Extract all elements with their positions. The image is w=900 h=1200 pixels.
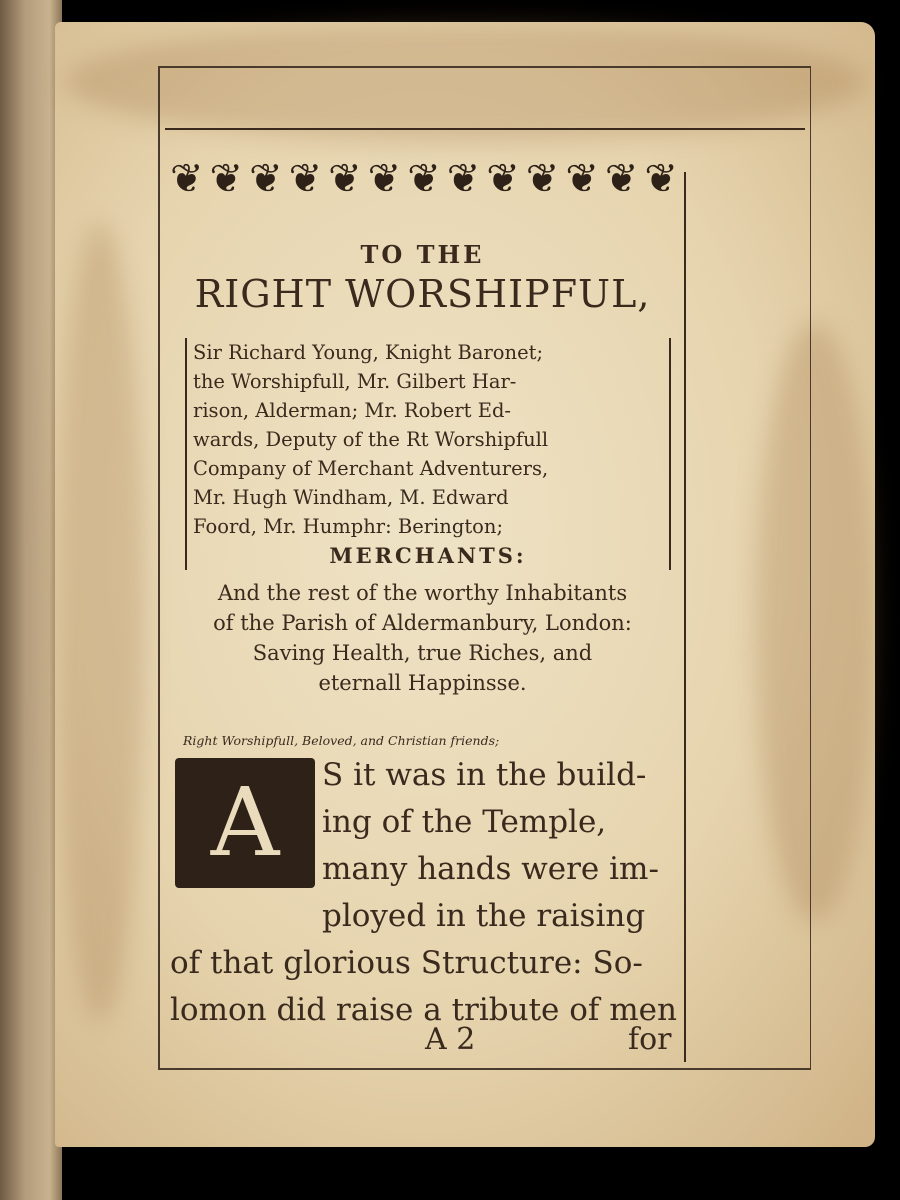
rest-line: eternall Happinsse.: [318, 671, 527, 695]
heading-line1: TO THE: [360, 240, 485, 269]
catchword: for: [628, 1022, 672, 1057]
body-line: ing of the Temple,: [322, 804, 607, 840]
ornament-band: ❦ ❦ ❦ ❦ ❦ ❦ ❦ ❦ ❦ ❦ ❦ ❦ ❦: [170, 156, 678, 202]
addressee-line: Sir Richard Young, Knight Baronet;: [193, 341, 544, 364]
addressee-line: Company of Merchant Adventurers,: [193, 457, 549, 480]
dedication-rest: [165, 578, 680, 698]
rest-line: And the rest of the worthy Inhabitants: [217, 581, 628, 605]
signature-mark: A 2: [425, 1022, 476, 1057]
merchants-label: MERCHANTS:: [329, 543, 527, 568]
header-rule: [165, 128, 805, 130]
body-line: many hands were im-: [322, 851, 659, 887]
addressee-line: Foord, Mr. Humphr: Berington;: [193, 515, 504, 538]
addressee-line: Mr. Hugh Windham, M. Edward: [193, 486, 509, 509]
body-line: lomon did raise a tribute of men: [170, 992, 677, 1028]
column-rule: [684, 172, 686, 1062]
heading-line2: RIGHT WORSHIPFUL,: [194, 272, 651, 316]
body-line: ployed in the raising: [322, 898, 646, 934]
addressee-block: [185, 338, 671, 570]
addressee-line: the Worshipfull, Mr. Gilbert Har-: [193, 370, 517, 393]
rest-line: of the Parish of Aldermanbury, London:: [213, 611, 632, 635]
rest-line: Saving Health, true Riches, and: [252, 641, 593, 665]
facing-page-edge: [0, 0, 62, 1200]
salutation: Right Worshipfull, Beloved, and Christian friends;: [183, 733, 500, 748]
addressee-line: wards, Deputy of the Rt Worshipfull: [193, 428, 549, 451]
body-line: S it was in the build-: [322, 757, 647, 793]
drop-cap: A: [175, 758, 315, 888]
body-line: of that glorious Structure: So-: [170, 945, 643, 981]
addressee-line: rison, Alderman; Mr. Robert Ed-: [193, 399, 512, 422]
body-text: [170, 752, 680, 1034]
